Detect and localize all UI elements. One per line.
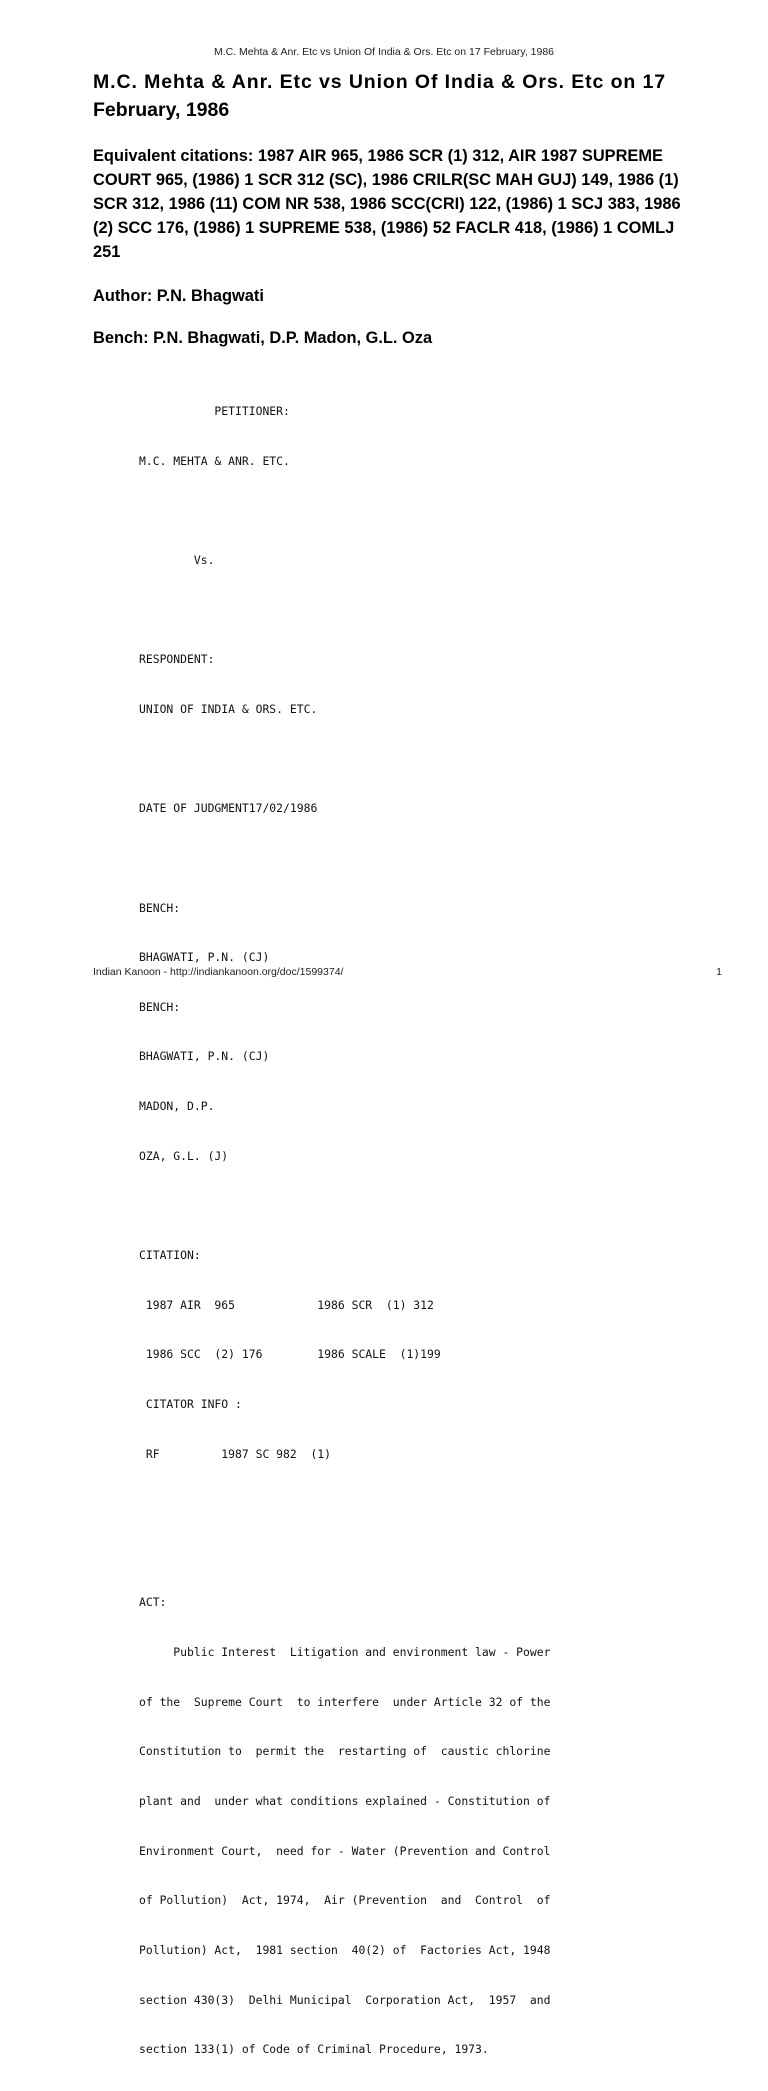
- author-line: Author: P.N. Bhagwati: [93, 287, 264, 305]
- text-line: section 133(1) of Code of Criminal Procedure, 1973.: [139, 2042, 489, 2057]
- text-line: plant and under what conditions explained - Constitution of: [139, 1794, 551, 1809]
- text-line: [139, 850, 550, 867]
- equivalent-citations: [93, 144, 733, 264]
- text-line: Constitution to permit the restarting of caustic chlorine: [139, 1744, 551, 1759]
- text-line: [139, 1495, 550, 1512]
- text-line: CITATOR INFO :: [139, 1396, 242, 1411]
- citations-line: 251: [93, 243, 121, 261]
- judgment-preformatted-text: [139, 370, 550, 2091]
- text-line: RF 1987 SC 982 (1): [139, 1446, 332, 1461]
- text-line: [139, 1197, 550, 1214]
- text-line: section 430(3) Delhi Municipal Corporation Act, 1957 and: [139, 1992, 551, 2007]
- text-line: RESPONDENT:: [139, 652, 215, 667]
- text-line: UNION OF INDIA & ORS. ETC.: [139, 701, 318, 716]
- text-line: of Pollution) Act, 1974, Air (Prevention and Control of: [139, 1893, 551, 1908]
- text-line: [139, 502, 550, 519]
- text-line: BHAGWATI, P.N. (CJ): [139, 950, 270, 965]
- citations-line: SCR 312, 1986 (11) COM NR 538, 1986 SCC(CRI) 122, (1986) 1 SCJ 383, 1986: [93, 195, 681, 213]
- text-line: BENCH:: [139, 900, 181, 915]
- text-line: BHAGWATI, P.N. (CJ): [139, 1049, 270, 1064]
- citations-line: Equivalent citations: 1987 AIR 965, 1986 SCR (1) 312, AIR 1987 SUPREME: [93, 147, 663, 165]
- text-line: [139, 1545, 550, 1562]
- text-line: CITATION:: [139, 1247, 201, 1262]
- citations-line: (2) SCC 176, (1986) 1 SUPREME 538, (1986) 52 FACLR 418, (1986) 1 COMLJ: [93, 219, 675, 237]
- page-number: 1: [716, 966, 722, 978]
- text-line: Environment Court, need for - Water (Prevention and Control: [139, 1843, 551, 1858]
- footer-source: Indian Kanoon - http://indiankanoon.org/doc/1599374/: [93, 966, 344, 978]
- title-line-1: M.C. Mehta & Anr. Etc vs Union Of India & Ors. Etc on 17: [93, 71, 667, 93]
- text-line: of the Supreme Court to interfere under Article 32 of the: [139, 1694, 551, 1709]
- text-line: [139, 602, 550, 619]
- text-line: Public Interest Litigation and environment law - Power: [139, 1645, 551, 1660]
- text-line: M.C. MEHTA & ANR. ETC.: [139, 453, 290, 468]
- running-header: M.C. Mehta & Anr. Etc vs Union Of India & Ors. Etc on 17 February, 1986: [213, 46, 555, 58]
- text-line: ACT:: [139, 1595, 167, 1610]
- text-line: DATE OF JUDGMENT17/02/1986: [139, 801, 318, 816]
- text-line: BENCH:: [139, 999, 181, 1014]
- text-line: 1986 SCC (2) 176 1986 SCALE (1)199: [139, 1347, 441, 1362]
- text-line: Vs.: [139, 553, 215, 568]
- citations-line: COURT 965, (1986) 1 SCR 312 (SC), 1986 CRILR(SC MAH GUJ) 149, 1986 (1): [93, 171, 679, 189]
- text-line: PETITIONER:: [139, 404, 290, 419]
- text-line: 1987 AIR 965 1986 SCR (1) 312: [139, 1297, 434, 1312]
- text-line: [139, 751, 550, 768]
- title-line-2: February, 1986: [93, 99, 230, 121]
- text-line: OZA, G.L. (J): [139, 1148, 229, 1163]
- bench-line: Bench: P.N. Bhagwati, D.P. Madon, G.L. Oza: [93, 329, 433, 347]
- text-line: Pollution) Act, 1981 section 40(2) of Factories Act, 1948: [139, 1942, 551, 1957]
- page-title: [93, 68, 733, 124]
- text-line: MADON, D.P.: [139, 1099, 215, 1114]
